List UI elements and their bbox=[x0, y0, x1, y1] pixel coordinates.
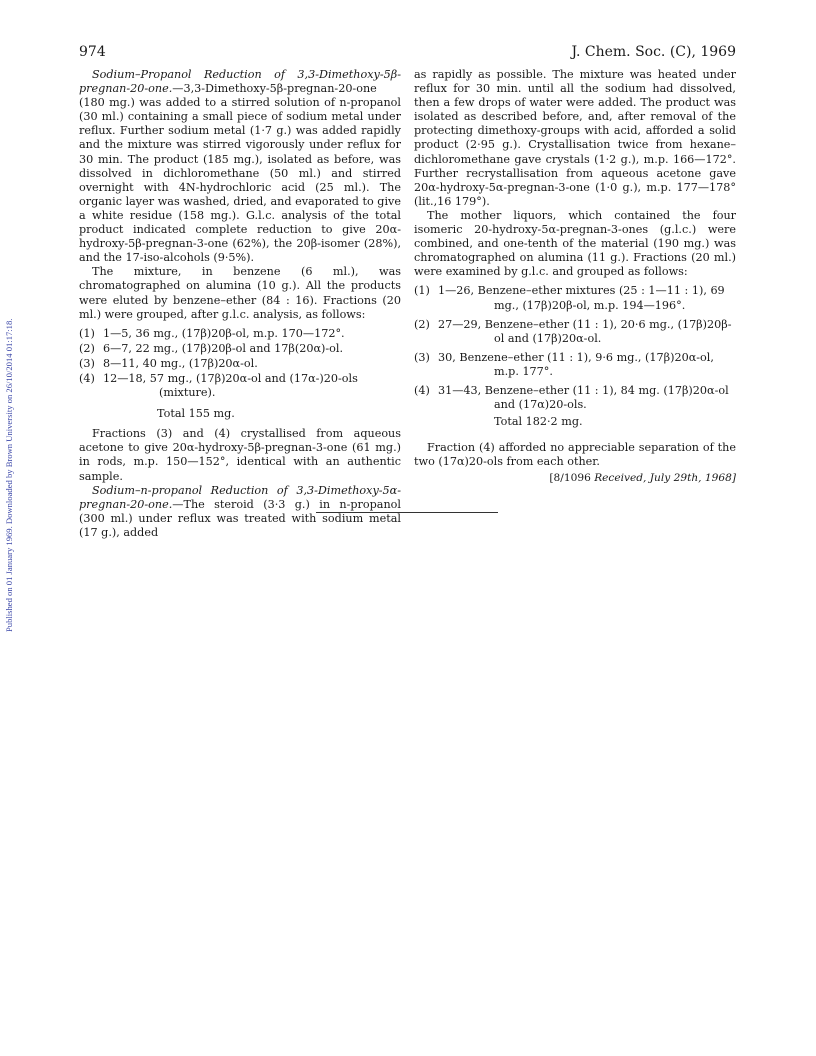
fraction-number: (3) bbox=[414, 350, 430, 364]
fraction-total: Total 155 mg. bbox=[157, 407, 235, 421]
paragraph-fraction-4: Fraction (4) afforded no appreciable separation of the two (17α)20-ols from each other. bbox=[414, 441, 736, 469]
fraction-number: (3) bbox=[79, 356, 95, 370]
list-item bbox=[79, 372, 401, 400]
received-date: Received, July 29th, 1968] bbox=[594, 472, 736, 485]
list-item bbox=[79, 342, 401, 356]
fraction-text: 12—18, 57 mg., (17β)20α-ol and (17α-)20-ols (mixture). bbox=[103, 371, 358, 400]
paragraph-mother-liquors: The mother liquors, which contained the four isomeric 20-hydroxy-5α-pregnan-3-ones (g.l.c.) were combined, and one-tenth of the material (190 mg.) was chromatographed on alumina (11 g.). Fractions (20 ml.) were examined by g.l.c. and grouped as follows: bbox=[414, 208, 736, 279]
fraction-text: 6—7, 22 mg., (17β)20β-ol and 17β(20α)-ol. bbox=[103, 341, 344, 355]
fraction-text: 8—11, 40 mg., (17β)20α-ol. bbox=[103, 356, 258, 370]
left-column bbox=[79, 68, 401, 540]
fraction-text: 30, Benzene–ether (11 : 1), 9·6 mg., (17β)20α-ol, m.p. 177°. bbox=[438, 350, 714, 378]
paragraph-chromatography: The mixture, in benzene (6 ml.), was chromatographed on alumina (10 g.). All the products were eluted by benzene–ether (84 : 16). Fractions (20 ml.) were grouped, after g.l.c. analysis, as follows: bbox=[79, 265, 401, 321]
journal-running-head: J. Chem. Soc. (C), 1969 bbox=[571, 44, 736, 60]
fraction-number: (4) bbox=[79, 371, 95, 385]
list-item bbox=[79, 357, 401, 371]
section-title: Sodium–n-propanol Reduction of 3,3-Dimethoxy-5α-pregnan-20-one. bbox=[79, 483, 401, 511]
paragraph-text: —The steroid (3·3 g.) in n-propanol (300 ml.) under reflux was treated with sodium metal (17 g.), added bbox=[79, 497, 401, 539]
page-number: 974 bbox=[79, 44, 106, 60]
fraction-list bbox=[79, 327, 401, 400]
fraction-text: 27—29, Benzene–ether (11 : 1), 20·6 mg., (17β)20β-ol and (17β)20α-ol. bbox=[438, 317, 732, 345]
paragraph-text: —3,3-Dimethoxy-5β-pregnan-20-one (180 mg.) was added to a stirred solution of n-propanol (30 ml.) containing a small piece of sodium metal under reflux. Further sodium metal (1·7 g.) was added rapidly and the mixture was stirred vigorously under reflux for 30 min. The product (185 mg.), isolated as before, was dissolved in dichloromethane (50 ml.) and stirred overnight with 4N-hydrochloric acid (25 ml.). The organic layer was washed, dried, and evaporated to give a white residue (158 mg.). G.l.c. analysis of the total product indicated complete reduction to give 20α-hydroxy-5β-pregnan-3-one (62%), the 20β-isomer (28%), and the 17-iso-alcohols (9·5%). bbox=[79, 82, 401, 265]
list-item bbox=[414, 318, 736, 346]
fraction-number: (2) bbox=[79, 341, 95, 355]
fraction-total: Total 182·2 mg. bbox=[494, 415, 583, 429]
list-item bbox=[79, 327, 401, 341]
fraction-number: (1) bbox=[79, 326, 95, 340]
fraction-number: (2) bbox=[414, 317, 430, 331]
fraction-text: 1—26, Benzene–ether mixtures (25 : 1—11 : 1), 69 mg., (17β)20β-ol, m.p. 194—196°. bbox=[438, 284, 725, 312]
section-title: Sodium–Propanol Reduction of 3,3-Dimethoxy-5β-pregnan-20-one. bbox=[79, 68, 401, 96]
end-rule bbox=[316, 512, 498, 513]
right-column bbox=[414, 68, 736, 486]
fraction-number: (1) bbox=[414, 284, 430, 298]
fraction-number: (4) bbox=[414, 383, 430, 397]
received-line bbox=[414, 471, 736, 485]
fraction-text: 1—5, 36 mg., (17β)20β-ol, m.p. 170—172°. bbox=[103, 326, 345, 340]
download-notice: Published on 01 January 1969. Downloaded by Brown University on 26/10/2014 01:17:18. bbox=[4, 318, 14, 632]
paragraph-5beta-reduction bbox=[79, 68, 401, 265]
manuscript-reference: [8/1096 bbox=[549, 472, 591, 485]
fraction-list bbox=[414, 284, 736, 412]
paragraph-continued: as rapidly as possible. The mixture was heated under reflux for 30 min. until all the sodium had dissolved, then a few drops of water were added. The product was isolated as described before, and, after removal of the protecting dimethoxy-groups with acid, afforded a solid product (2·95 g.). Crystallisation twice from hexane–dichloromethane gave crystals (1·2 g.), m.p. 166—172°. Further recrystallisation from aqueous acetone gave 20α-hydroxy-5α-pregnan-3-one (1·0 g.), m.p. 177—178° (lit.,16 179°). bbox=[414, 68, 736, 208]
paragraph-crystallisation: Fractions (3) and (4) crystallised from aqueous acetone to give 20α-hydroxy-5β-pregnan-3-one (61 mg.) in rods, m.p. 150—152°, identical with an authentic sample. bbox=[79, 427, 401, 483]
list-item bbox=[414, 284, 736, 312]
fraction-text: 31—43, Benzene–ether (11 : 1), 84 mg. (17β)20α-ol and (17α)20-ols. bbox=[438, 383, 729, 412]
list-item bbox=[414, 384, 736, 412]
list-item bbox=[414, 351, 736, 379]
